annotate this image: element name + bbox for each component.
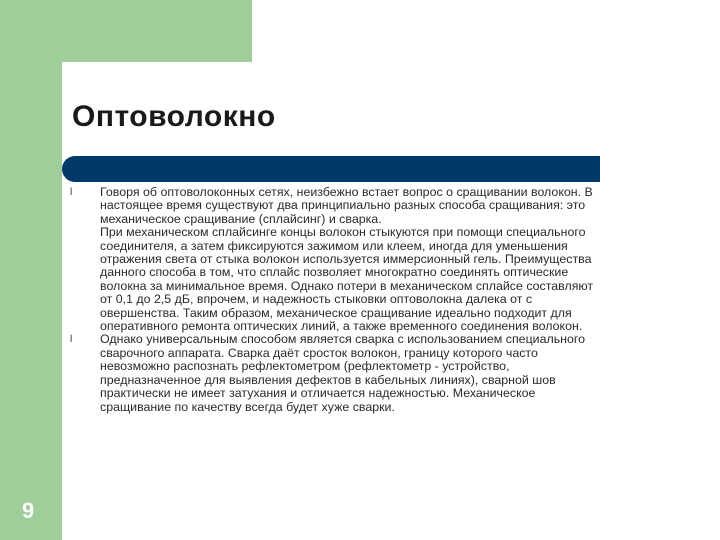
bullet-text: Однако универсальным способом является сварка с использованием специального сварочного аппарата. Сварка даёт сросток волокон, границу которого часто невозможно распознать рефлектометром (рефлектометр - устройство, предназначенное для выявления дефектов в кабельных линиях), сварной шов практически не имеет затухания и отличается надежностью. Механическое сращивание по качеству всегда будет хуже сварки.	[100, 332, 586, 414]
bullet-text: Говоря об оптоволоконных сетях, неизбежно встает вопрос о сращивании волокон. В настоящее время существуют два принципиально разных способа сращивания: это механическое сращивание (сплайсинг) и сварка. При механическом сплайсинге концы волокон стыкуются при помощи специального соединителя, а затем фиксируются зажимом или клеем, иногда для уменьшения отражения света от стыка волокон используется иммерсионный гель. Преимущества данного способа в том, что сплайс позволяет многократно соединять оптические волокна за минимальное время. Однако потери в механическом сплайсе составляют от 0,1 до 2,5 дБ, впрочем, и надежность стыковки оптоволокна далека от с овершенства. Таким образом, механическое сращивание идеально подходит для оперативного ремонта оптических линий, а также временного соединения волокон.	[100, 185, 594, 334]
page-number: 9	[22, 498, 35, 523]
bullet-item	[70, 186, 665, 333]
top-accent-block	[62, 0, 252, 62]
slide-content	[70, 186, 665, 414]
left-accent-bar	[0, 0, 62, 540]
title-underline-bar	[62, 156, 600, 182]
bullet-item	[70, 333, 665, 413]
slide-title: Оптоволокно	[72, 100, 276, 133]
bullet-marker: l	[70, 334, 73, 346]
bullet-marker: l	[70, 187, 73, 198]
